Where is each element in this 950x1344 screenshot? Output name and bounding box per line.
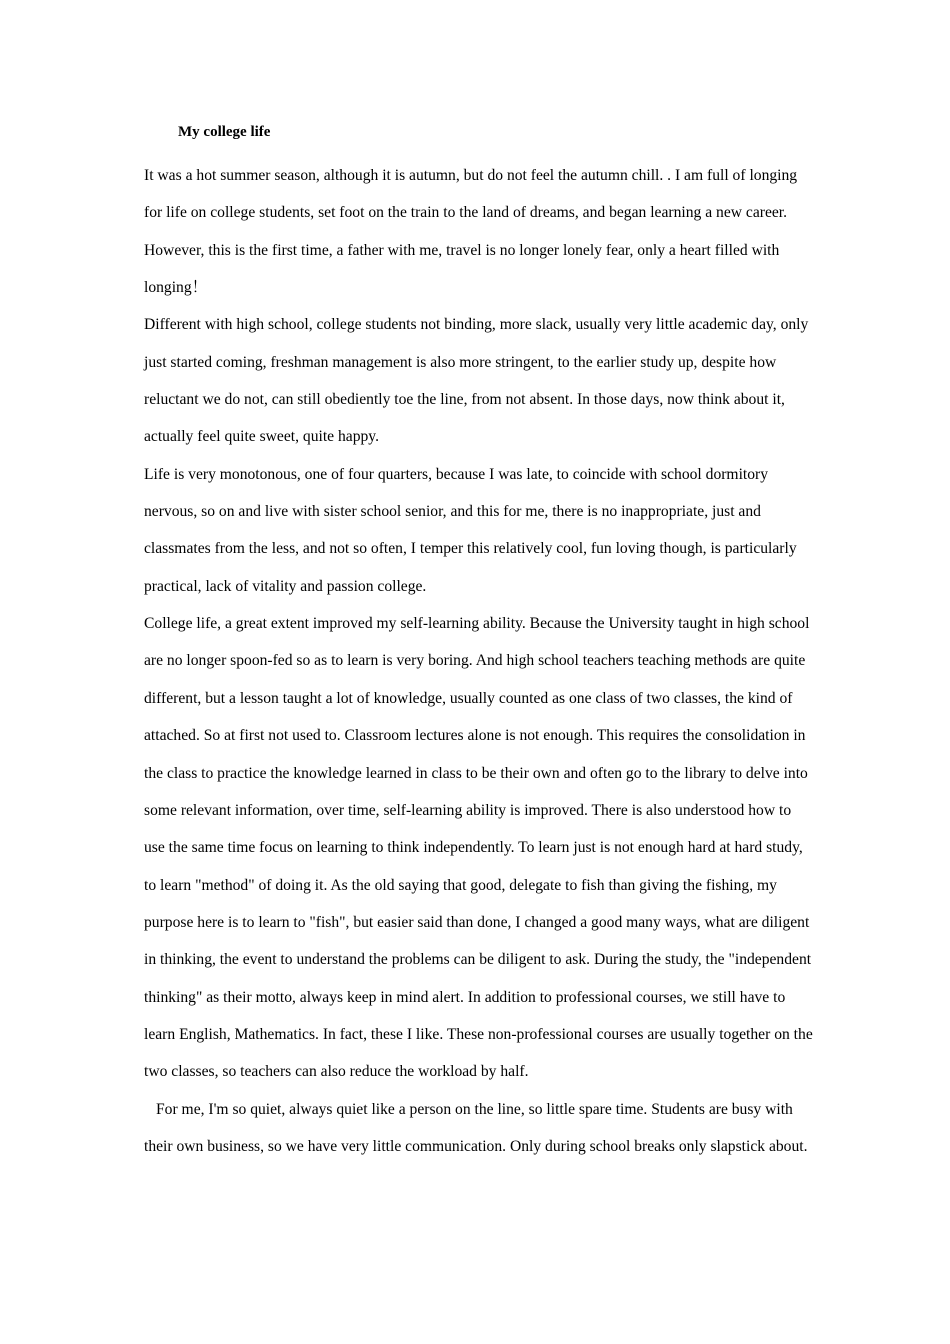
paragraph: Different with high school, college students not binding, more slack, usually very little academic day, only just started coming, freshman management is also more stringent, to the earlier study up, despite how reluctant we do not, can still obediently toe the line, from not absent. In those days, now think about it, actually feel quite sweet, quite happy.: [144, 316, 809, 446]
paragraph: It was a hot summer season, although it is autumn, but do not feel the autumn chill. . I am full of longing for life on college students, set foot on the train to the land of dreams, and began learning a new career. However, this is the first time, a father with me, travel is no longer lonely fear, only a heart filled with longing！: [144, 167, 798, 297]
document-title: My college life: [178, 124, 271, 140]
document-body: [144, 157, 814, 1165]
paragraph: For me, I'm so quiet, always quiet like a person on the line, so little spare time. Students are busy with their own business, so we have very little communication. Only during school breaks only slapstick about.: [144, 1100, 808, 1155]
paragraph: College life, a great extent improved my self-learning ability. Because the University taught in high school are no longer spoon-fed so as to learn is very boring. And high school teachers teaching methods are quite different, but a lesson taught a lot of knowledge, usually counted as one class of two classes, the kind of attached. So at first not used to. Classroom lectures alone is not enough. This requires the consolidation in the class to practice the knowledge learned in class to be their own and often go to the library to delve into some relevant information, over time, self-learning ability is improved. There is also understood how to use the same time focus on learning to think independently. To learn just is not enough hard at hard study, to learn "method" of doing it. As the old saying that good, delegate to fish than giving the fishing, my purpose here is to learn to "fish", but easier said than done, I changed a good many ways, what are diligent in thinking, the event to understand the problems can be diligent to ask. During the study, the "independent thinking" as their motto, always keep in mind alert. In addition to professional courses, we still have to learn English, Mathematics. In fact, these I like. These non-professional courses are usually together on the two classes, so teachers can also reduce the workload by half.: [144, 615, 813, 1081]
paragraph: Life is very monotonous, one of four quarters, because I was late, to coincide with school dormitory nervous, so on and live with sister school senior, and this for me, there is no inappropriate, just and classmates from the less, and not so often, I temper this relatively cool, fun loving though, is particularly practical, lack of vitality and passion college.: [144, 465, 797, 595]
